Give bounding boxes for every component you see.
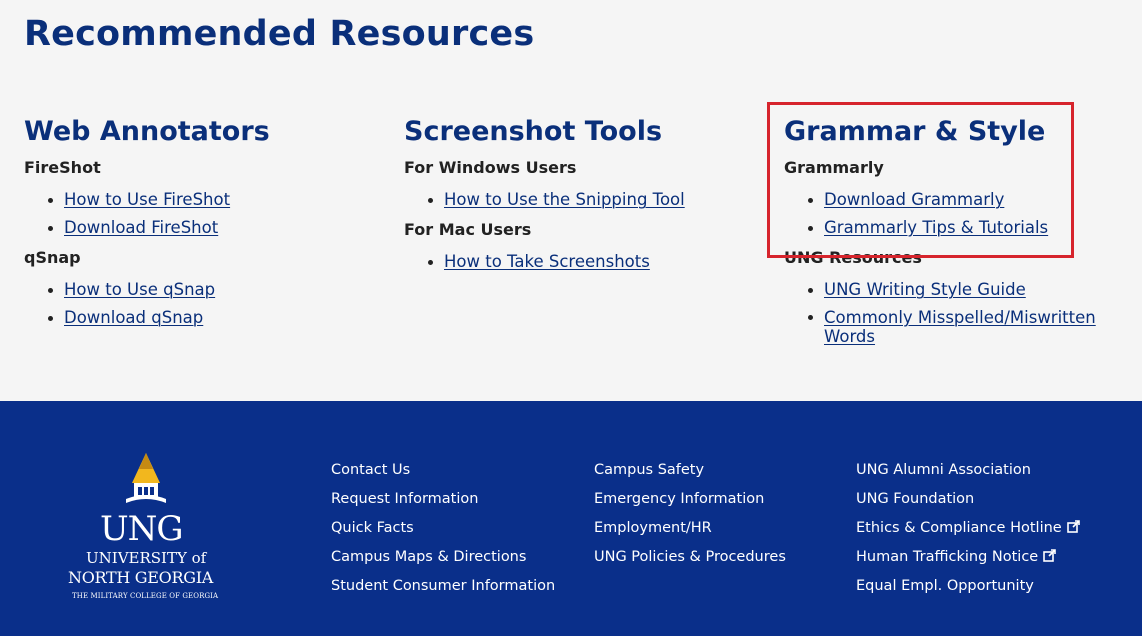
footer-link-human-trafficking[interactable] [856,543,1080,572]
link-ung-writing-style-guide[interactable]: UNG Writing Style Guide [824,280,1026,299]
link-how-to-use-qsnap[interactable]: How to Use qSnap [64,280,216,299]
link-list-windows [404,186,744,214]
footer-link-equal-employment[interactable]: Equal Empl. Opportunity [856,578,1034,594]
subheading-ung-resources: UNG Resources [784,248,922,267]
external-link-icon [1043,544,1056,557]
list-item [24,214,364,242]
footer-links-col3 [856,456,1080,601]
footer-link-campus-safety[interactable]: Campus Safety [594,462,705,478]
footer-links-col1 [331,456,555,601]
footer-link-emergency-information[interactable]: Emergency Information [594,491,765,507]
link-download-qsnap[interactable]: Download qSnap [64,308,204,327]
logo-university-text: UNIVERSITY of [86,549,207,567]
list-item [404,248,744,276]
link-commonly-misspelled[interactable]: Commonly Misspelled/Miswritten Words [824,308,1096,346]
footer-link-ethics-hotline-label: Ethics & Compliance Hotline [856,520,1062,536]
pencil-tower-icon [66,451,226,511]
highlight-box [767,102,1074,258]
footer-link-human-trafficking-label: Human Trafficking Notice [856,549,1039,565]
link-list-fireshot [24,186,364,242]
column-screenshot-tools [404,112,744,280]
column-web-annotators [24,112,364,336]
footer-link-employment-hr[interactable]: Employment/HR [594,520,712,536]
list-item [784,304,1124,346]
link-list-ung-resources [784,276,1124,346]
subheading-grammarly: Grammarly [784,158,884,177]
footer-link-student-consumer-info[interactable]: Student Consumer Information [331,578,556,594]
ung-logo[interactable] [66,451,226,611]
subheading-qsnap: qSnap [24,248,81,267]
footer-link-alumni-association[interactable]: UNG Alumni Association [856,462,1031,478]
footer-link-ung-policies[interactable]: UNG Policies & Procedures [594,549,786,565]
list-item [24,304,364,332]
link-download-grammarly[interactable]: Download Grammarly [824,190,1005,209]
page-title: Recommended Resources [24,14,535,54]
site-footer [0,401,1142,636]
footer-links-col2 [594,456,786,572]
logo-north-georgia-text: NORTH GEORGIA [68,568,213,587]
footer-link-request-information[interactable]: Request Information [331,491,479,507]
link-snipping-tool[interactable]: How to Use the Snipping Tool [444,190,685,209]
subheading-fireshot: FireShot [24,158,101,177]
list-item [404,186,744,214]
list-item [784,276,1124,304]
logo-tagline: THE MILITARY COLLEGE OF GEORGIA [72,592,219,600]
list-item [24,276,364,304]
link-download-fireshot[interactable]: Download FireShot [64,218,219,237]
external-link-icon [1067,515,1080,528]
footer-link-ethics-hotline[interactable] [856,514,1080,543]
link-list-mac [404,248,744,276]
section-heading-web-annotators: Web Annotators [24,116,270,147]
subheading-windows-users: For Windows Users [404,158,577,177]
link-grammarly-tips[interactable]: Grammarly Tips & Tutorials [824,218,1049,237]
footer-link-campus-maps[interactable]: Campus Maps & Directions [331,549,527,565]
link-how-to-use-fireshot[interactable]: How to Use FireShot [64,190,231,209]
footer-link-quick-facts[interactable]: Quick Facts [331,520,414,536]
section-heading-screenshot-tools: Screenshot Tools [404,116,663,147]
footer-link-contact-us[interactable]: Contact Us [331,462,411,478]
link-take-screenshots[interactable]: How to Take Screenshots [444,252,650,271]
logo-ung-text: UNG [100,509,183,549]
section-heading-grammar-style: Grammar & Style [784,116,1046,147]
link-list-qsnap [24,276,364,332]
list-item [24,186,364,214]
footer-link-ung-foundation[interactable]: UNG Foundation [856,491,975,507]
subheading-mac-users: For Mac Users [404,220,532,239]
